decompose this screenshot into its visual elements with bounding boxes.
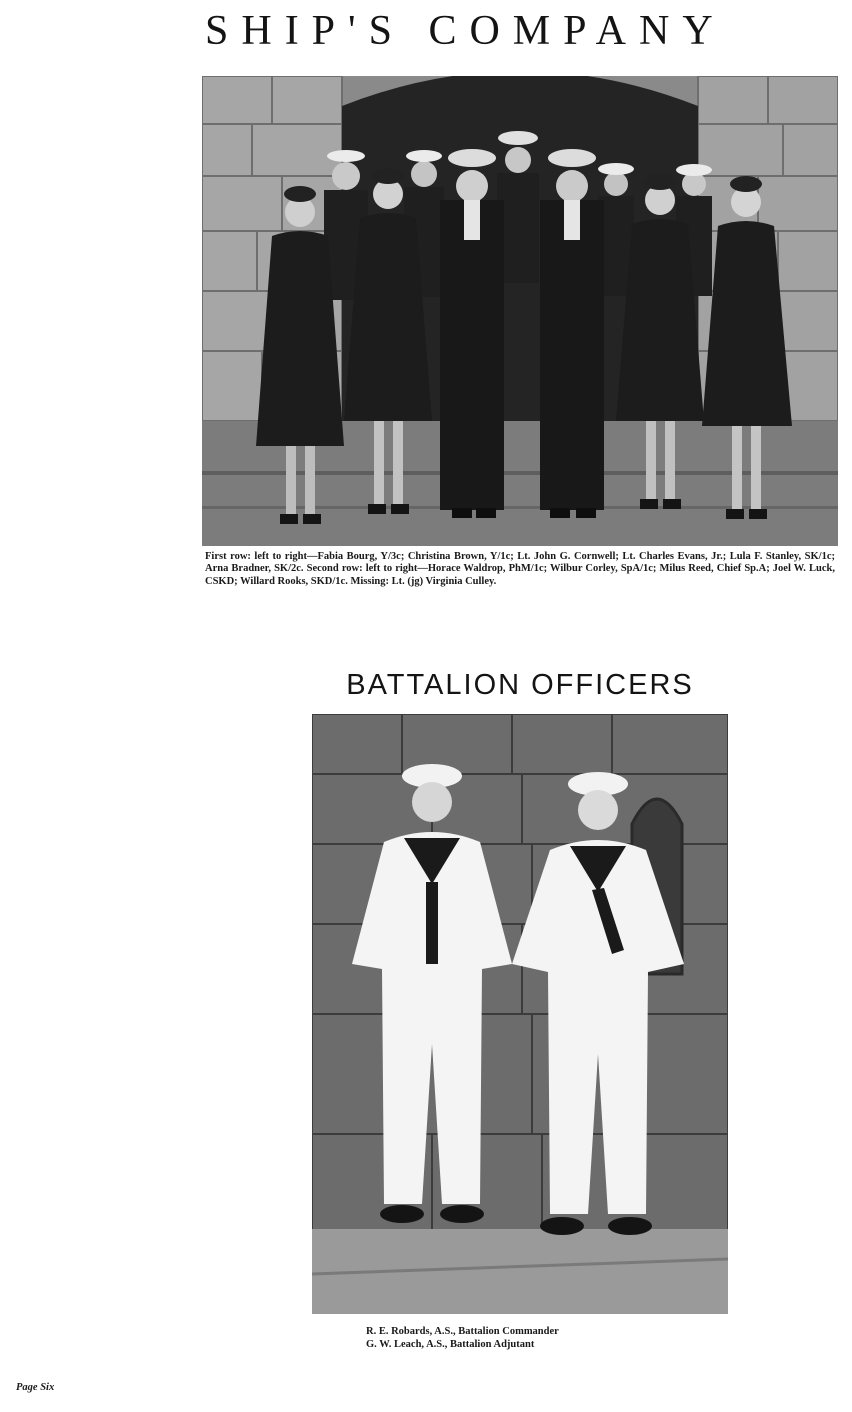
caption-line-commander: R. E. Robards, A.S., Battalion Commander [366, 1326, 559, 1337]
battalion-officers-photo [312, 714, 728, 1314]
page-number: Page Six [16, 1382, 55, 1393]
ships-company-caption: First row: left to right—Fabia Bourg, Y/3c; Christina Brown, Y/1c; Lt. John G. Cornwell; Lt. Charles Evans, Jr.; Lula F. Stanley, SK/1c; Arna Bradner, SK/2c. Second row: left to right—Horace Waldrop, PhM/1c; Wilbur Corley, SpA/1c; Milus Reed, Chief Sp.A; Joel W. Luck, CSKD; Willard Rooks, SKD/1c. Missing: Lt. (jg) Virginia Culley. [205, 551, 835, 587]
caption-line-adjutant: G. W. Leach, A.S., Battalion Adjutant [366, 1338, 535, 1350]
ships-company-photo [202, 76, 838, 546]
battalion-officers-title: BATTALION OFFICERS [346, 669, 694, 701]
battalion-officers-caption [366, 1326, 726, 1351]
page-title: SHIP'S COMPANY [205, 8, 726, 54]
